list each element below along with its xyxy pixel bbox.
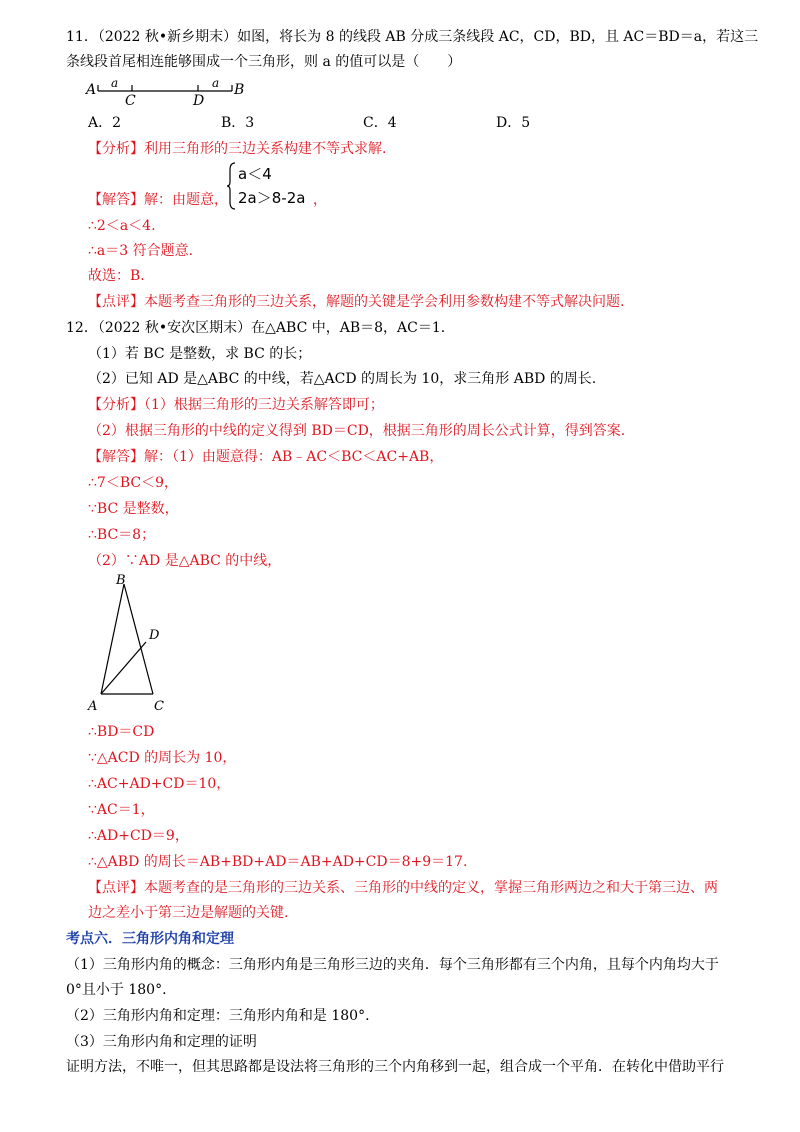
q12-answer-label: 【解答】: [88, 449, 144, 465]
q12-fig-label-A: A: [88, 699, 98, 714]
section-p2: （2）三角形内角和定理：三角形内角和是 180°.: [66, 1008, 370, 1024]
q12-step-s9: ∴AD+CD＝9，: [88, 828, 189, 844]
q12-analysis1: 【分析】（1）根据三角形的三边关系解答即可；: [88, 397, 384, 413]
q11-system-tail: ，: [313, 192, 327, 208]
q11-analysis: 【分析】利用三角形的三边关系构建不等式求解.: [88, 141, 387, 157]
q12-step-s2: ∵BC 是整数，: [88, 501, 179, 517]
q11-system-line2: 2a＞8-2a: [238, 189, 306, 207]
q12-analysis2: （2）根据三角形的中线的定义得到 BD＝CD，根据三角形的周长公式计算，得到答案.: [88, 423, 626, 439]
q12-fig-label-D: D: [149, 628, 160, 643]
q12-step-s1: ∴7＜BC＜9，: [88, 475, 178, 491]
q12-answer-line: [88, 447, 443, 467]
q12-answer-rest: 解：（1）由题意得：AB﹣AC＜BC＜AC+AB，: [144, 449, 444, 465]
q12-triangle-figure: [86, 570, 186, 716]
q11-segment-figure: [84, 74, 254, 106]
q12-step-s8: ∵AC＝1，: [88, 802, 155, 818]
q11-system-line1: a＜4: [238, 165, 272, 183]
q12-step-s3: ∴BC＝8；: [88, 527, 156, 543]
q12-text-line1: 12．（2022 秋•安次区期末）在△ABC 中，AB＝8，AC＝1.: [66, 320, 446, 336]
section-title: 考点六．三角形内角和定理: [66, 931, 234, 947]
q11-fig-label-A: A: [86, 82, 97, 98]
q11-text-line2: 条线段首尾相连能够围成一个三角形，则 a 的值可以是（ ）: [66, 54, 462, 70]
q11-step2: ∴a＝3 符合题意.: [88, 243, 194, 259]
q11-answer-label: 【解答】解：由题意，: [88, 192, 228, 208]
q11-fig-label-a1: a: [111, 76, 119, 90]
q12-step-s5: ∴BD＝CD: [88, 724, 155, 740]
q12-step-s10: ∴△ABD 的周长＝AB+BD+AD＝AB+AD+CD＝8+9＝17.: [88, 854, 468, 870]
q12-step-s7: ∴AC+AD+CD＝10，: [88, 776, 231, 792]
section-p1-line2: 0°且小于 180°.: [66, 982, 167, 998]
q12-fig-label-C: C: [154, 699, 164, 714]
q12-comment-line2: 边之差小于第三边是解题的关键.: [88, 905, 289, 921]
q11-fig-label-a2: a: [212, 76, 220, 90]
q11-fig-label-B: B: [234, 82, 245, 98]
q11-text-line1: 11．（2022 秋•新乡期末）如图，将长为 8 的线段 AB 分成三条线段 AC，CD，BD，且 AC＝BD＝a，若这三: [66, 29, 759, 45]
q12-part2: （2）已知 AD 是△ABC 的中线，若△ACD 的周长为 10，求三角形 ABD 的周长.: [88, 371, 597, 387]
q11-option-d: D．5: [496, 115, 531, 131]
q11-comment: 【点评】本题考查三角形的三边关系，解题的关键是学会利用参数构建不等式解决问题.: [88, 294, 625, 310]
q11-fig-label-C: C: [125, 93, 136, 106]
q11-option-b: B．3: [221, 115, 255, 131]
q11-choice: 故选：B.: [88, 268, 145, 284]
q11-option-c: C．4: [363, 115, 397, 131]
section-p1-line1: （1）三角形内角的概念：三角形内角是三角形三边的夹角．每个三角形都有三个内角，且每个内角均大于: [66, 957, 719, 973]
q12-fig-label-B: B: [116, 573, 126, 588]
section-p4: 证明方法，不唯一，但其思路都是设法将三角形的三个内角移到一起，组合成一个平角．在转化中借助平行: [66, 1059, 724, 1075]
q12-step-s6: ∵△ACD 的周长为 10，: [88, 750, 237, 766]
q11-step1: ∴2＜a＜4.: [88, 218, 156, 234]
q12-step-s4: （2）∵AD 是△ABC 的中线，: [88, 553, 282, 569]
q12-part1: （1）若 BC 是整数，求 BC 的长；: [88, 346, 312, 362]
section-p3: （3）三角形内角和定理的证明: [66, 1034, 257, 1050]
q11-system-brace: [226, 162, 236, 210]
q12-comment-line1: 【点评】本题考查的是三角形的三边关系、三角形的中线的定义，掌握三角形两边之和大于第三边、两: [88, 880, 718, 896]
q11-fig-label-D: D: [193, 93, 205, 106]
q11-option-a: A．2: [88, 115, 122, 131]
